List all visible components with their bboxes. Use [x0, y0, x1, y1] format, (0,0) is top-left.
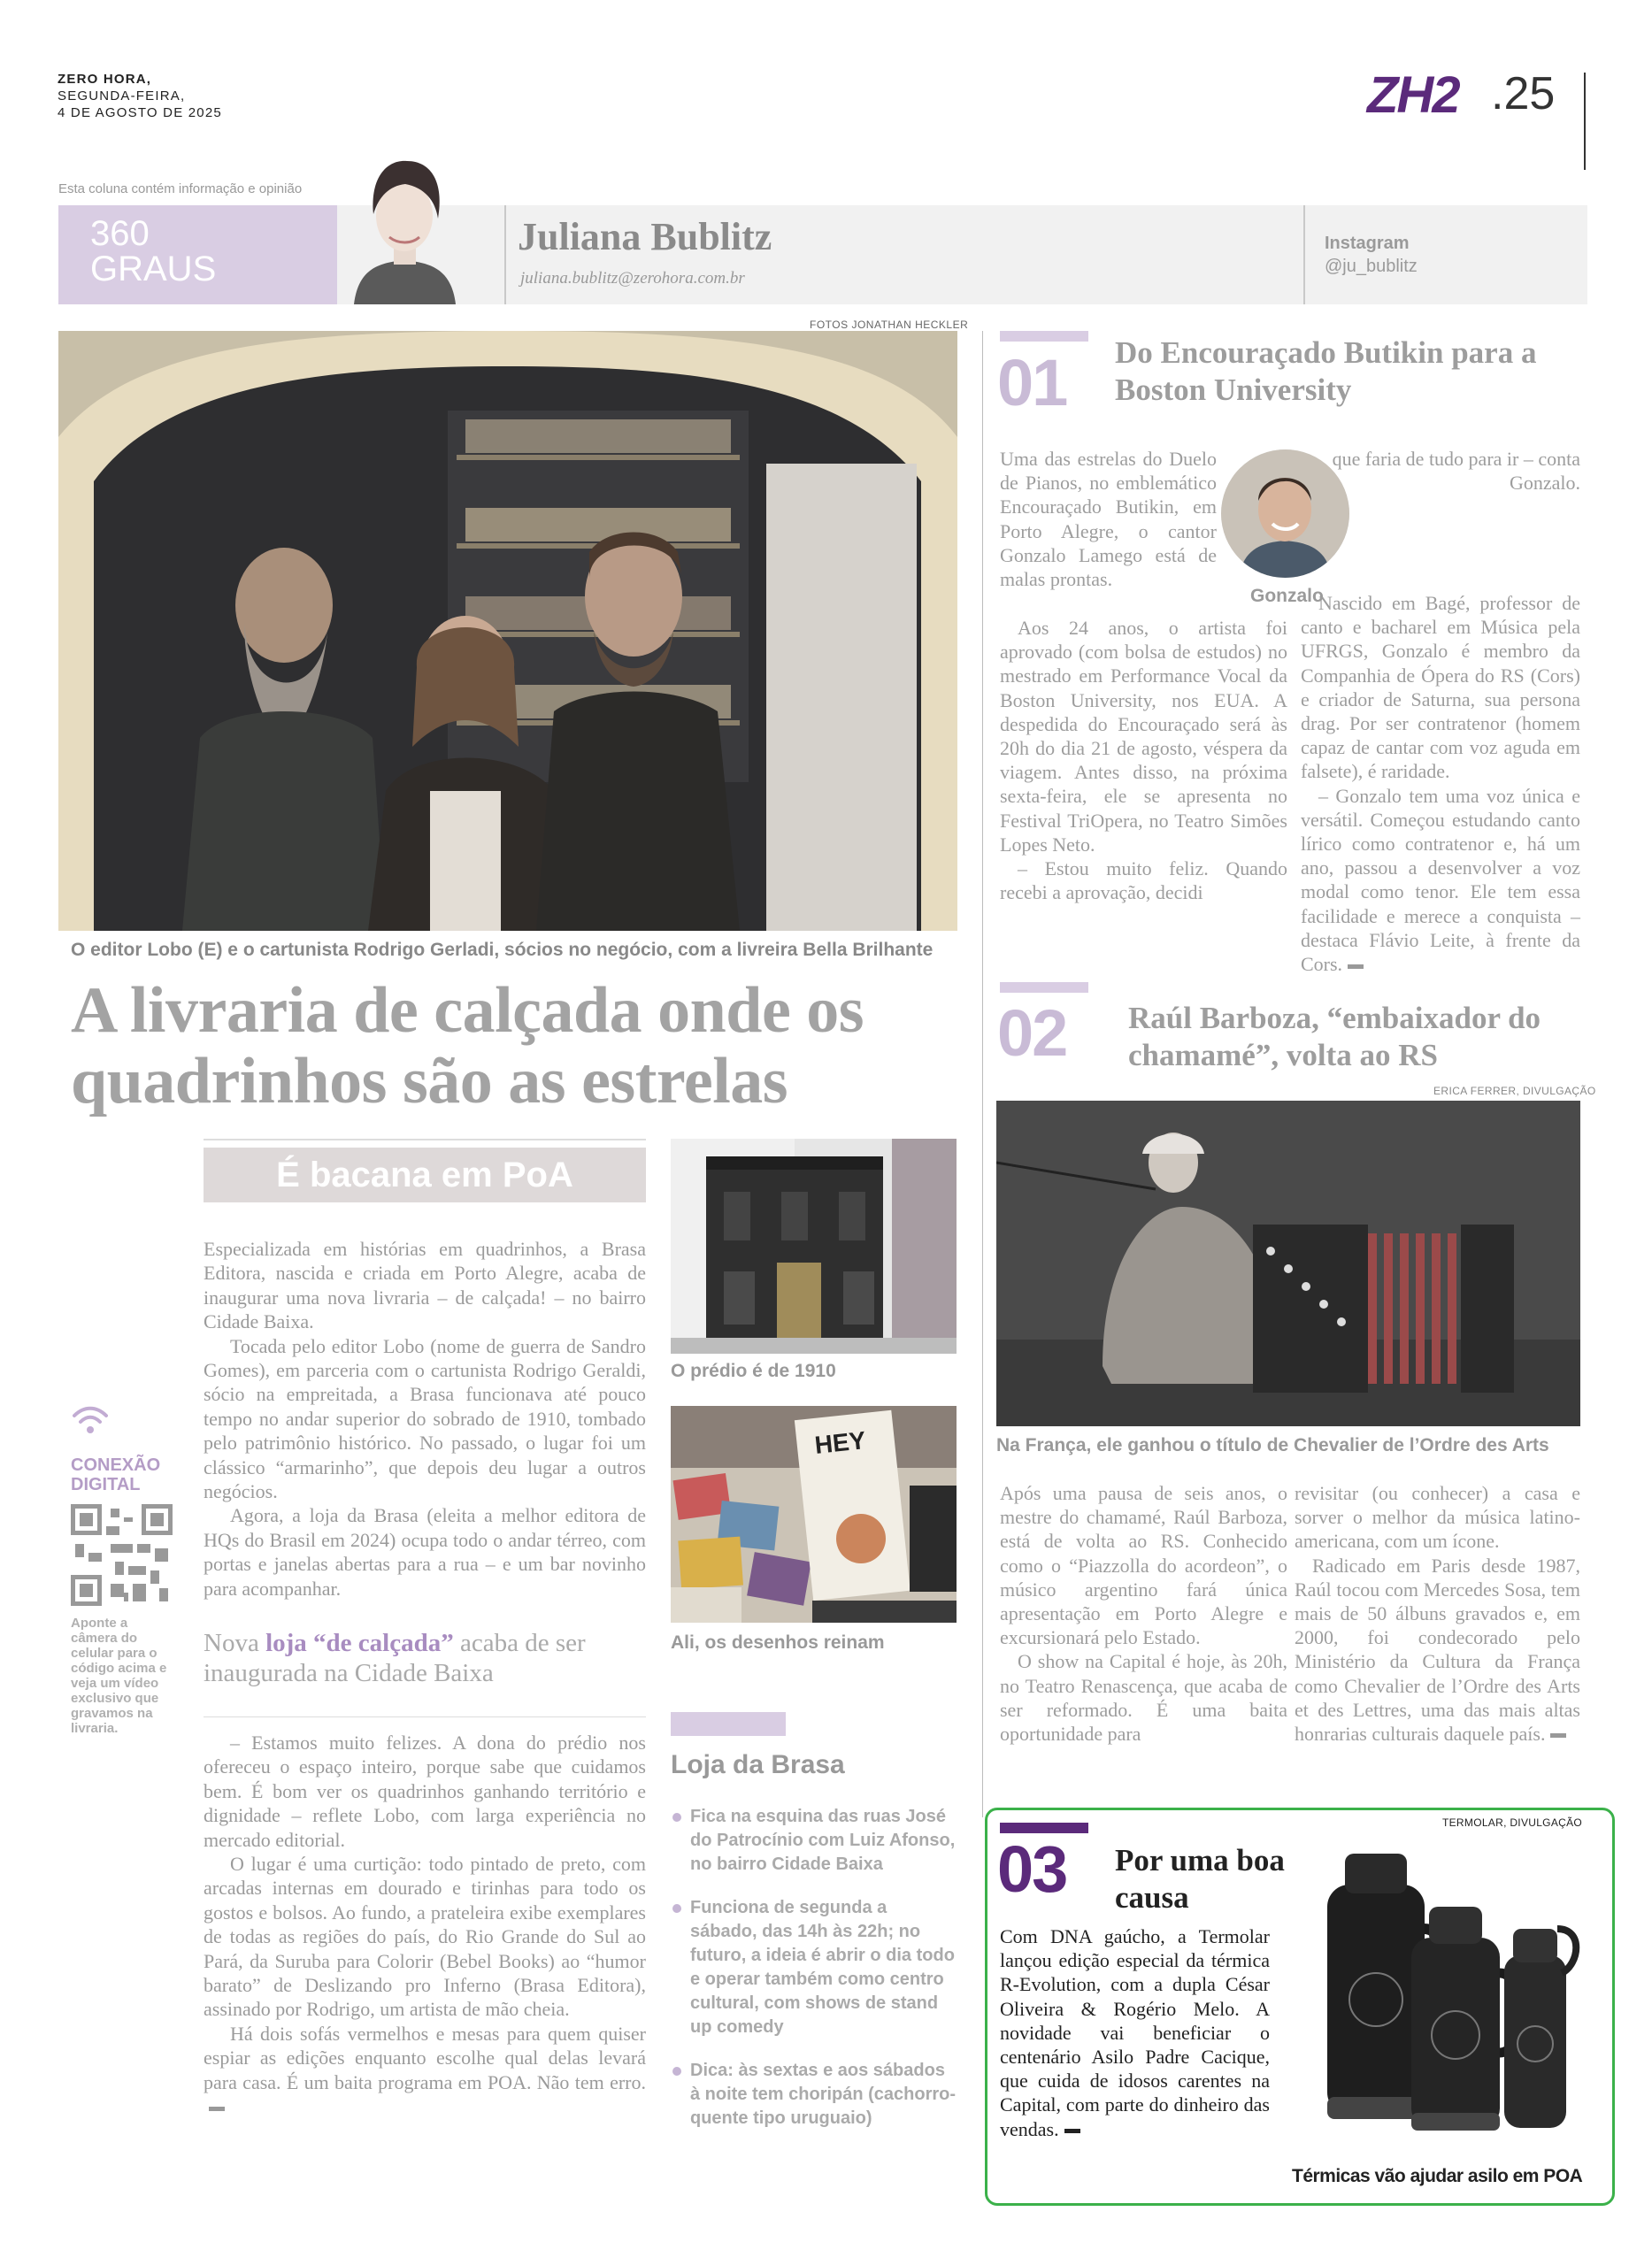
paragraph: – Estou muito feliz. Quando recebi a aprovação, decidi [1000, 857, 1287, 904]
masthead [58, 71, 222, 121]
band-divider [1303, 205, 1305, 304]
list-item: Dica: às sextas e aos sábados à noite tem choripán (cachorro-quente tipo uruguaio) [671, 2059, 958, 2131]
photo-caption: O editor Lobo (E) e o cartunista Rodrigo Gerladi, sócios no negócio, com a livreira Bella Brilhante [71, 940, 934, 960]
subhead [204, 1628, 646, 1688]
digital-connection-label [71, 1455, 160, 1494]
column-name-box [58, 205, 337, 304]
paragraph-text: – Gonzalo tem uma voz única e versátil. Começou estudando canto lírico como contratenor e, há um ano, passou a desenvolver a voz modal como tenor. Ele tem essa facilidade e merece a conquista – destaca Flávio Leite, à frente da Cors. [1301, 784, 1580, 976]
paper-name: ZERO HORA, [58, 72, 152, 87]
paragraph [204, 2022, 646, 2119]
paragraph: O lugar é uma curtição: todo pintado de preto, com arcadas internas em dourado e tirinhas para todo os gostos e bolsos. Ao fundo, a prateleira exibe exemplares de todas as regiões do país, do Rio Grande do Sul ao Pará, da Suruba para Colorir (Bebel Books) ao “humor barato” de Deslizando pro Inferno (Brasa Editora), assinado por Rodrigo, um artista de mão cheia. [204, 1853, 646, 2021]
paragraph: Aos 24 anos, o artista foi aprovado (com bolsa de estudos) no mestrado em Performance Vocal da Boston University, nos EUA. A despedida do Encouraçado será às 20h do dia 21 de agosto, véspera da viagem. Antes disso, na próxima sexta-feira, ele se apresenta no Festival TriOpera, no Teatro Simões Lopes Neto. [1000, 617, 1287, 856]
photo-caption: Ali, os desenhos reinam [671, 1632, 885, 1653]
building-photo [671, 1139, 957, 1354]
note-body [1301, 591, 1580, 976]
social-label: Instagram [1325, 234, 1410, 253]
paragraph-text: Radicado em Paris desde 1987, Raúl tocou com Mercedes Sosa, tem mais de 50 álbuns gravados e, em 2000, foi condecorado pelo Ministério da Cultura da França como Chevalier de l’Ordre des Arts et des Lettres, uma das mais altas honrarias culturais daquele país. [1295, 1554, 1580, 1746]
end-mark [1550, 1733, 1566, 1738]
paragraph: revisitar (ou conhecer) a casa e sorver o melhor da música latino-americana, com um ícone. [1295, 1482, 1580, 1553]
list-item: Fica na esquina das ruas José do Patrocínio com Luiz Afonso, no bairro Cidade Baixa [671, 1805, 958, 1877]
end-mark [1064, 2129, 1080, 2133]
paragraph [1295, 1554, 1580, 1747]
paragraph: Agora, a loja da Brasa (eleita a melhor editora de HQs do Brasil em 2024) ocupa todo o andar térreo, com portas e janelas abertas para a rua – e um bar novinho para acompanhar. [204, 1504, 646, 1600]
wifi-icon [73, 1405, 108, 1437]
column-disclaimer: Esta coluna contém informação e opinião [58, 181, 303, 196]
subhead-rule [204, 1716, 646, 1717]
social-handle[interactable]: @ju_bublitz [1325, 257, 1418, 276]
photo-caption: Térmicas vão ajudar asilo em POA [1292, 2166, 1583, 2186]
thermos-bottles-photo [1292, 1831, 1584, 2168]
paragraph-text: Há dois sofás vermelhos e mesas para quem quiser espiar as edições enquanto escolhe qual delas levará para casa. É um baita programa em POA. Não tem erro. [204, 2022, 646, 2093]
paragraph [1301, 784, 1580, 977]
paragraph: Nascido em Bagé, professor de canto e bacharel em Música pela UFRGS, Gonzalo é membro da Companhia de Ópera do RS (Cors) e criador de Saturna, sua persona drag. Por ser contratenor (homem capaz de cantar com voz aguda em falsete), é raridade. [1301, 592, 1580, 783]
header-divider [1584, 73, 1586, 170]
main-headline [71, 975, 956, 1117]
note-body: que faria de tudo para ir – conta Gonzalo. [1332, 448, 1580, 495]
note-accent-bar [1000, 982, 1088, 993]
note-headline: Por uma boa causa [1115, 1843, 1285, 1915]
column-name-line1: 360 [90, 214, 150, 253]
comics-table-photo [671, 1406, 957, 1623]
photo-label: Gonzalo [1250, 586, 1324, 606]
column-rule [982, 331, 983, 1817]
edition-date: 4 DE AGOSTO DE 2025 [58, 105, 222, 120]
subhead-text: acaba de ser inaugurada na Cidade Baixa [204, 1629, 586, 1687]
subhead-highlight: loja “de calçada” [265, 1629, 454, 1657]
paragraph: Após uma pausa de seis anos, o mestre do chamamé, Raúl Barboza, está de volta ao RS. Conhecido como o “Piazzolla do acordeon”, o músico argentino fará única apresentação em Porto Alegre e excursionará pelo Estado. [1000, 1482, 1287, 1649]
note-body: Uma das estrelas do Duelo de Pianos, no emblemático Encouraçado Butikin, em Porto Alegre, o cantor Gonzalo Lamego está de malas prontas. [1000, 448, 1217, 591]
note-body [1000, 616, 1287, 904]
info-box-title: Loja da Brasa [671, 1750, 845, 1779]
note-number: 02 [997, 996, 1067, 1070]
note-headline: Do Encouraçado Butikin para a Boston University [1115, 335, 1537, 407]
column-name-line2: GRAUS [90, 250, 217, 288]
photo-caption: O prédio é de 1910 [671, 1361, 836, 1381]
paragraph: Tocada pelo editor Lobo (nome de guerra de Sandro Gomes), em parceria com o cartunista Rodrigo Geraldi, sócio na empreitada, a Brasa funcionava até pouco tempo no andar superior do sobrado de 1910, tombado pelo patrimônio histórico. No passado, o lugar foi um clássico “armarinho”, que depois deu lugar a outros negócios. [204, 1334, 646, 1503]
author-email[interactable]: juliana.bublitz@zerohora.com.br [520, 269, 745, 288]
story-body [204, 1237, 646, 1601]
qr-instructions: Aponte a câmera do celular para o código acima e veja um vídeo exclusivo que gravamos na livraria. [71, 1616, 167, 1736]
kicker-rule [204, 1139, 646, 1140]
label-line: DIGITAL [71, 1475, 141, 1494]
paragraph-text: Com DNA gaúcho, a Termolar lançou edição especial da térmica R-Evolution, com a dupla César Oliveira & Rogério Melo. A novidade vai beneficiar o centenário Asilo Padre Cacique, que cuida de idosos carentes na Capital, com parte do dinheiro das vendas. [1000, 1925, 1270, 2140]
photo-credit: FOTOS JONATHAN HECKLER [810, 319, 969, 331]
author-portrait [336, 152, 473, 304]
paragraph: – Estamos muito felizes. A dona do prédio nos ofereceu o espaço inteiro, porque sabe que cuidamos bem. É bom ver os quadrinhos ganhando território e dignidade – reflete Lobo, com larga experiência no mercado editorial. [204, 1732, 646, 1851]
band-divider [504, 205, 506, 304]
note-number: 03 [997, 1832, 1067, 1906]
end-mark [1348, 964, 1364, 969]
section-logo: ZH2 [1367, 66, 1459, 124]
paragraph: O show na Capital é hoje, às 20h, no Teatro Renascença, que acaba de ser reformado. É uma baita oportunidade para [1000, 1650, 1287, 1746]
note-body [1000, 1481, 1287, 1746]
qr-code[interactable] [71, 1504, 173, 1606]
headline-line: quadrinhos são as estrelas [71, 1045, 788, 1117]
note-number: 01 [997, 346, 1067, 419]
page-number: .25 [1491, 68, 1556, 119]
end-mark [209, 2107, 225, 2111]
kicker-box: É bacana em PoA [204, 1148, 646, 1202]
photo-credit: ERICA FERRER, DIVULGAÇÃO [1433, 1085, 1596, 1097]
photo-credit: TERMOLAR, DIVULGAÇÃO [1442, 1816, 1583, 1829]
note-headline: Raúl Barboza, “embaixador do chamamé”, volta ao RS [1128, 1001, 1541, 1072]
photo-caption: Na França, ele ganhou o título de Chevalier de l’Ordre des Arts [996, 1435, 1549, 1455]
list-item: Funciona de segunda a sábado, das 14h às 22h; no futuro, a ideia é abrir o dia todo e operar também como centro cultural, com shows de stand up comedy [671, 1896, 958, 2039]
weekday: SEGUNDA-FEIRA, [58, 88, 186, 104]
accordion-player-photo [996, 1101, 1580, 1426]
note-body [1295, 1481, 1580, 1746]
box-accent-bar [671, 1712, 786, 1736]
note-accent-bar [1000, 331, 1088, 342]
sign-text: HEY [813, 1426, 867, 1459]
paragraph: Especializada em histórias em quadrinhos, a Brasa Editora, nascida e criada em Porto Alegre, acaba de inaugurar uma nova livraria – de calçada! – no bairro Cidade Baixa. [204, 1238, 646, 1333]
headline-line: A livraria de calçada onde os [71, 974, 864, 1047]
story-body-continued [204, 1731, 646, 2119]
label-line: CONEXÃO [71, 1455, 161, 1475]
info-box-list [671, 1805, 958, 2150]
bookstore-photo [58, 331, 957, 931]
author-name: Juliana Bublitz [518, 215, 772, 258]
note-body [1000, 1924, 1270, 2141]
subhead-text: Nova [204, 1629, 266, 1657]
